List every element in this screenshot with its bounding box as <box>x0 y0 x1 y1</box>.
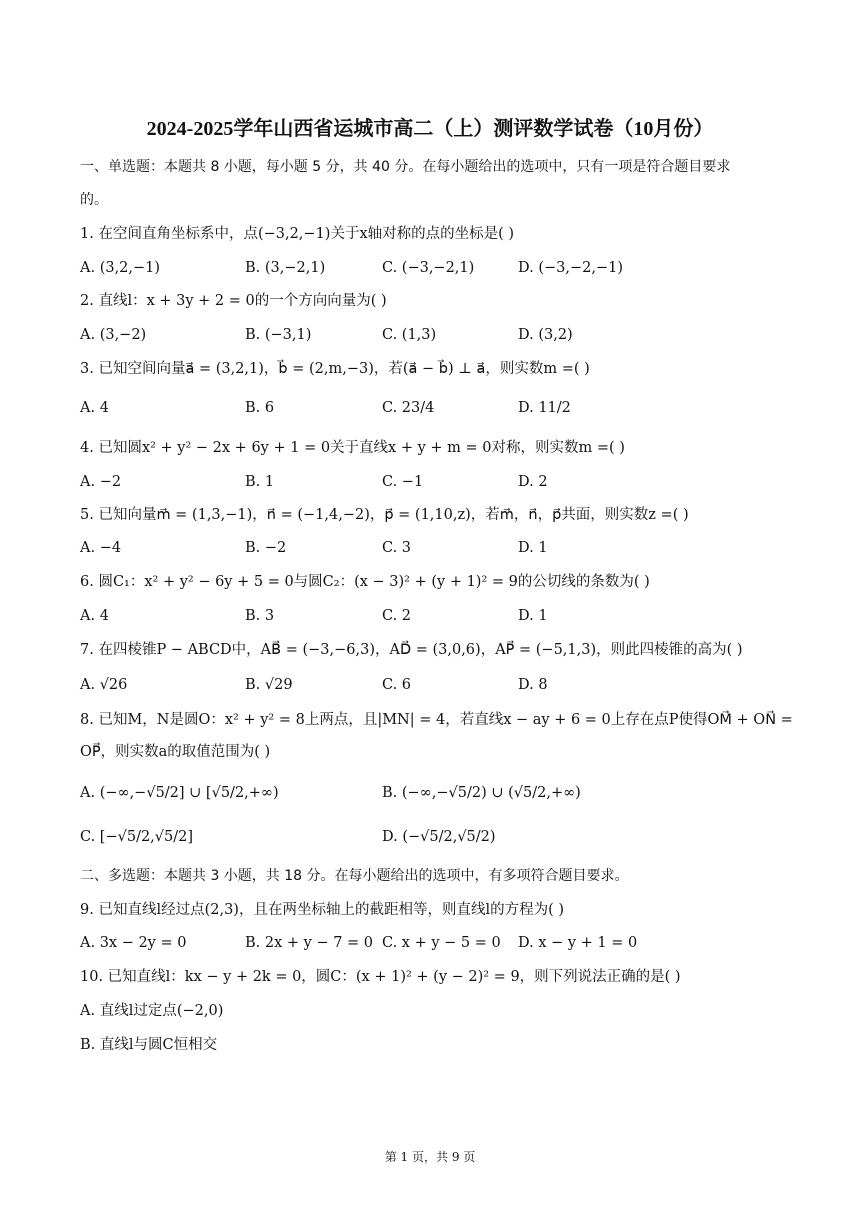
question-5-option-d: D. 1 <box>518 540 548 556</box>
question-10-stem: 10. 已知直线l：kx − y + 2k = 0，圆C：(x + 1)² + (y − 2)² = 9，则下列说法正确的是( ) <box>80 969 681 985</box>
question-10-option-b: B. 直线l与圆C恒相交 <box>80 1037 218 1053</box>
question-6-option-d: D. 1 <box>518 608 548 624</box>
question-1-option-a: A. (3,2,−1) <box>80 260 161 276</box>
section-1-heading: 一、单选题：本题共 8 小题，每小题 5 分，共 40 分。在每小题给出的选项中，只有一项是符合题目要求 <box>80 159 731 175</box>
question-6-option-a: A. 4 <box>80 608 109 624</box>
question-8-option-c: C. [−√5/2,√5/2] <box>80 829 194 845</box>
question-7-stem: 7. 在四棱锥P − ABCD中，AB⃗ = (−3,−6,3)，AD⃗ = (3,0,6)，AP⃗ = (−5,1,3)，则此四棱锥的高为( ) <box>80 642 743 658</box>
question-3-option-b: B. 6 <box>245 400 275 416</box>
question-4-option-a: A. −2 <box>80 474 122 490</box>
question-2-stem: 2. 直线l：x + 3y + 2 = 0的一个方向向量为( ) <box>80 293 387 309</box>
question-1-option-c: C. (−3,−2,1) <box>382 260 475 276</box>
question-2-option-b: B. (−3,1) <box>245 327 312 343</box>
question-8-option-d: D. (−√5/2,√5/2) <box>382 829 496 845</box>
question-1-option-d: D. (−3,−2,−1) <box>518 260 623 276</box>
page-title: 2024-2025学年山西省运城市高二（上）测评数学试卷（10月份） <box>146 118 714 140</box>
question-3-option-a: A. 4 <box>80 400 109 416</box>
question-9-option-c: C. x + y − 5 = 0 <box>382 935 501 951</box>
question-8-option-a: A. (−∞,−√5/2] ∪ [√5/2,+∞) <box>80 785 279 801</box>
question-9-option-d: D. x − y + 1 = 0 <box>518 935 638 951</box>
section-1-heading-cont: 的。 <box>80 192 108 208</box>
question-1-option-b: B. (3,−2,1) <box>245 260 326 276</box>
question-2-option-c: C. (1,3) <box>382 327 437 343</box>
question-6-option-c: C. 2 <box>382 608 412 624</box>
question-2-option-d: D. (3,2) <box>518 327 573 343</box>
question-7-option-a: A. √26 <box>80 677 128 693</box>
question-1-stem: 1. 在空间直角坐标系中，点(−3,2,−1)关于x轴对称的点的坐标是( ) <box>80 226 515 242</box>
question-7-option-b: B. √29 <box>245 677 293 693</box>
question-3-option-d: D. 11/2 <box>518 400 571 416</box>
question-8-option-b: B. (−∞,−√5/2) ∪ (√5/2,+∞) <box>382 785 581 801</box>
section-2-heading: 二、多选题：本题共 3 小题，共 18 分。在每小题给出的选项中，有多项符合题目要求。 <box>80 868 629 884</box>
question-7-option-c: C. 6 <box>382 677 412 693</box>
question-2-option-a: A. (3,−2) <box>80 327 147 343</box>
question-4-stem: 4. 已知圆x² + y² − 2x + 6y + 1 = 0关于直线x + y + m = 0对称，则实数m =( ) <box>80 440 625 456</box>
question-8-stem: 8. 已知M，N是圆O：x² + y² = 8上两点，且|MN| = 4，若直线x − ay + 6 = 0上存在点P使得OM⃗ + ON⃗ = <box>80 712 793 728</box>
question-9-option-b: B. 2x + y − 7 = 0 <box>245 935 374 951</box>
question-5-stem: 5. 已知向量m⃗ = (1,3,−1)，n⃗ = (−1,4,−2)，p⃗ = (1,10,z)，若m⃗，n⃗，p⃗共面，则实数z =( ) <box>80 507 689 523</box>
question-5-option-c: C. 3 <box>382 540 412 556</box>
question-6-stem: 6. 圆C₁：x² + y² − 6y + 5 = 0与圆C₂：(x − 3)² + (y + 1)² = 9的公切线的条数为( ) <box>80 574 650 590</box>
page-footer: 第 1 页，共 9 页 <box>384 1150 476 1164</box>
question-4-option-b: B. 1 <box>245 474 275 490</box>
question-6-option-b: B. 3 <box>245 608 275 624</box>
question-4-option-c: C. −1 <box>382 474 424 490</box>
question-10-option-a: A. 直线l过定点(−2,0) <box>80 1003 224 1019</box>
question-5-option-b: B. −2 <box>245 540 287 556</box>
question-7-option-d: D. 8 <box>518 677 548 693</box>
question-3-stem: 3. 已知空间向量a⃗ = (3,2,1)，b⃗ = (2,m,−3)，若(a⃗ − b⃗) ⊥ a⃗，则实数m =( ) <box>80 361 590 377</box>
question-8-stem-cont: OP⃗，则实数a的取值范围为( ) <box>80 744 271 760</box>
question-9-stem: 9. 已知直线l经过点(2,3)，且在两坐标轴上的截距相等，则直线l的方程为( ) <box>80 902 565 918</box>
question-5-option-a: A. −4 <box>80 540 122 556</box>
question-3-option-c: C. 23/4 <box>382 400 435 416</box>
question-9-option-a: A. 3x − 2y = 0 <box>80 935 187 951</box>
question-4-option-d: D. 2 <box>518 474 548 490</box>
